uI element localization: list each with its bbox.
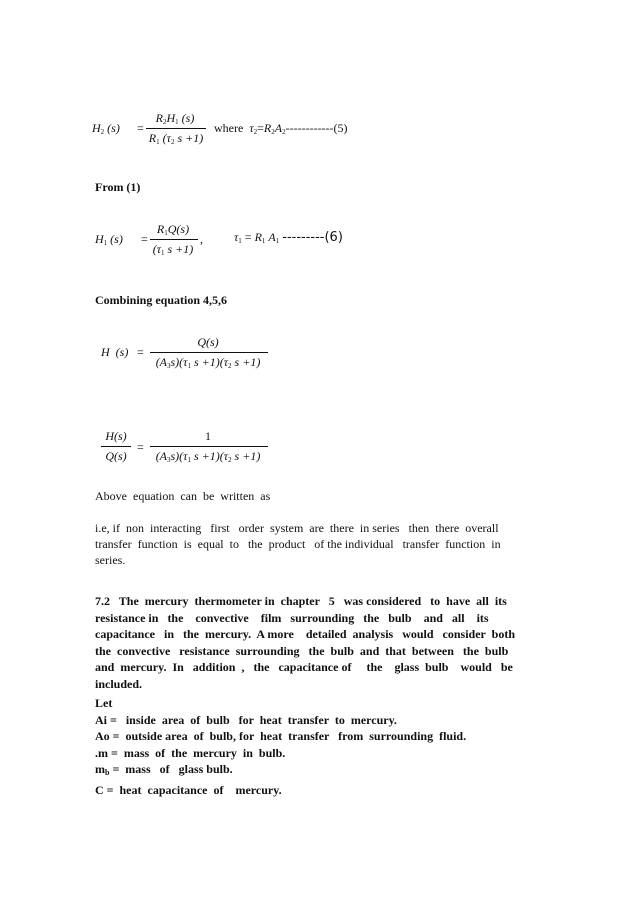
eq6-denominator: ($\tau_1$ s +1) <box>152 242 194 257</box>
sec72-line-6: included. <box>95 676 143 691</box>
def-ai: Ai = inside area of bulb for heat transfer to mercury. <box>95 712 397 727</box>
eqc-numerator: Q(s) <box>197 335 219 349</box>
eqt-fraction-bar <box>150 446 268 447</box>
ie-line-3: series. <box>95 553 126 567</box>
def-mb: mb = mass of glass bulb. <box>95 762 233 777</box>
eq5-where-clause: where $\tau_2=R_2A_2------------(5)$ <box>214 121 348 136</box>
sec72-line-2: resistance in the convective film surrounding the bulb and all its <box>95 610 489 625</box>
eq5-fraction-bar <box>146 128 206 129</box>
def-ao: Ao = outside area of bulb, for heat transfer from surrounding fluid. <box>95 729 467 743</box>
eq5-equals: = <box>137 121 144 135</box>
eqt-denominator: $(A_3s)(\tau_1$ $s +1)(\tau_2$ s +1) <box>155 449 261 464</box>
eq6-fraction-bar <box>150 239 198 240</box>
from1-heading: From (1) <box>95 180 141 194</box>
combining-heading: Combining equation 4,5,6 <box>95 293 228 307</box>
eq6-tau-def: $\tau_1 = R_1$ $A_1$ ---------(6) <box>234 230 343 245</box>
eqt-lhs-fraction-bar <box>101 446 131 447</box>
definitions-block <box>95 695 545 798</box>
eq5-numerator: $R_2H_1$ (s) <box>155 111 195 126</box>
eq6-lhs: $H_1$ (s) <box>95 232 123 247</box>
sec72-line-5: and mercury. In addition , the capacitance of the glass bulb would be <box>95 660 513 674</box>
eq6-tag: ---------(6) <box>282 230 343 245</box>
eq5-denominator: $R_1$ ($\tau_2$ s +1) <box>148 131 204 146</box>
sec72-line-1: 7.2 The mercury thermometer in chapter 5 was considered to have all its <box>95 594 507 608</box>
above-equation-text: Above equation can be written as <box>95 489 271 503</box>
ie-paragraph <box>95 520 545 568</box>
eq6-numerator: $R_1Q(s)$ <box>156 222 190 237</box>
eqc-lhs: H (s) <box>101 345 129 359</box>
eq5-tag: ------------(5) <box>285 121 348 135</box>
eqc-fraction-bar <box>150 352 268 353</box>
sec72-line-4: the convective resistance surrounding the bulb and that between the bulb <box>95 643 509 658</box>
def-m: .m = mass of the mercury in bulb. <box>95 745 286 760</box>
sec72-line-3: capacitance in the mercury. A more detailed analysis would consider both <box>95 627 516 641</box>
section-7-2-paragraph <box>95 593 545 692</box>
eq5-lhs: $H_2$ (s) <box>92 121 120 136</box>
ie-line-1: i.e, if non interacting first order system are there in series then there overall <box>95 521 499 535</box>
eq6-comma: , <box>200 232 203 246</box>
eqc-denominator: $(A_3s)(\tau_1$ $s +1)(\tau_2$ s +1) <box>155 355 261 370</box>
eqt-equals: = <box>137 440 144 454</box>
eqt-numerator: 1 <box>205 429 211 443</box>
eqc-equals: = <box>137 345 144 359</box>
let-heading: Let <box>95 696 113 710</box>
ie-line-2: transfer function is equal to the product of the individual transfer function in <box>95 537 501 551</box>
eqt-lhs-numerator: H(s) <box>105 429 127 443</box>
def-c: C = heat capacitance of mercury. <box>95 782 282 797</box>
eqt-lhs-denominator: Q(s) <box>105 449 127 463</box>
eq6-equals: = <box>141 232 148 246</box>
